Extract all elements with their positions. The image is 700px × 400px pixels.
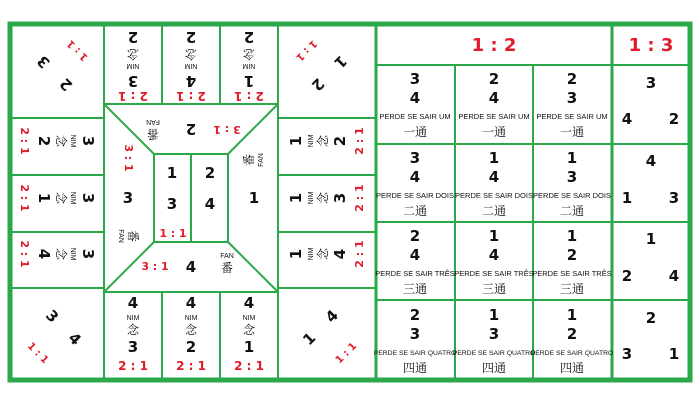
- side-cell-right-number: 1: [668, 345, 680, 363]
- board-lines: [10, 24, 690, 380]
- bottom-cell-ratio: 2 : 1: [176, 359, 206, 373]
- top-cell-top-number: 1: [243, 72, 255, 90]
- bet-cell-bottom-number: 2: [566, 325, 578, 343]
- bet-cell-top-number: 1: [566, 149, 578, 167]
- fan-label: FAN: [117, 229, 124, 243]
- bet-cell-chinese: 三通: [402, 282, 428, 296]
- bet-cell-bottom-number: 3: [409, 325, 421, 343]
- side-cell-left-number: 3: [621, 345, 633, 363]
- side-cell-left-number: 1: [621, 189, 633, 207]
- corner-ratio: 1 : 1: [24, 340, 51, 367]
- nim-char: 念: [126, 323, 140, 337]
- nim-char: 念: [316, 247, 330, 261]
- bet-cell[interactable]: [455, 149, 533, 218]
- center-square[interactable]: [159, 164, 215, 240]
- bet-row-2: [376, 149, 679, 218]
- side-cell[interactable]: [622, 230, 679, 285]
- bet-cell-top-number: 1: [488, 149, 500, 167]
- bottom-cell-top-number: 4: [127, 294, 139, 312]
- nim-label: NIM: [69, 247, 76, 261]
- trapezoid-number: 1: [248, 189, 260, 207]
- nim-char: 念: [316, 191, 330, 205]
- bet-cell-label: PERDE SE SAIR TRÊS: [454, 269, 534, 278]
- bet-cell-chinese: 一通: [402, 125, 428, 139]
- corner-first-number: 2: [307, 74, 328, 95]
- nim-char: 念: [54, 191, 68, 205]
- corner-first-number: 3: [41, 306, 63, 327]
- bet-cell[interactable]: [531, 306, 614, 375]
- nim-char: 念: [316, 134, 330, 148]
- side-cell[interactable]: [622, 152, 679, 207]
- trapezoid-ratio: 3 : 1: [141, 260, 169, 273]
- right-cell-first-number: 1: [287, 248, 305, 260]
- nim-label: NIM: [308, 191, 315, 205]
- bottom-cell-1[interactable]: [118, 294, 148, 373]
- nim-label: NIM: [126, 62, 140, 69]
- bet-cell[interactable]: [532, 227, 611, 296]
- bet-cell[interactable]: [458, 70, 529, 139]
- center-ratio: 1 : 1: [159, 227, 187, 240]
- bet-cell-label: PERDE SE SAIR DOIS: [455, 191, 533, 200]
- top-cell-1[interactable]: [118, 28, 148, 103]
- top-cell-bottom-number: 2: [243, 28, 255, 46]
- left-cell-ratio: 2 : 1: [18, 184, 31, 212]
- right-cell-first-number: 1: [287, 192, 305, 204]
- right-cell-ratio: 2 : 1: [353, 240, 366, 268]
- corner-ratio: 1 : 1: [65, 37, 91, 63]
- top-cell-top-number: 4: [185, 72, 197, 90]
- nim-label: NIM: [184, 315, 198, 322]
- bet-cell-top-number: 2: [409, 227, 421, 245]
- nim-label: NIM: [308, 247, 315, 261]
- corner-bottom-left[interactable]: [19, 306, 85, 372]
- trapezoid-bottom[interactable]: [141, 253, 234, 276]
- trapezoid-number: 4: [185, 258, 197, 276]
- right-cell-second-number: 4: [331, 248, 349, 260]
- bet-cell-top-number: 2: [488, 70, 500, 88]
- right-cell-first-number: 1: [287, 135, 305, 147]
- bet-cell-label: PERDE SE SAIR UM: [458, 112, 530, 121]
- bet-cell-bottom-number: 4: [409, 89, 421, 107]
- left-cell-2[interactable]: [18, 184, 97, 211]
- bet-cell-bottom-number: 3: [488, 325, 500, 343]
- nim-label: NIM: [69, 191, 76, 205]
- bet-cell[interactable]: [533, 149, 611, 218]
- bet-cell[interactable]: [375, 227, 454, 296]
- bet-cell-label: PERDE SE SAIR QUATRO: [530, 350, 614, 357]
- center-number-bottom-right: 4: [204, 195, 216, 213]
- bet-row-3: [375, 227, 679, 296]
- left-cell-1[interactable]: [18, 127, 97, 154]
- bet-cell-label: PERDE SE SAIR TRÊS: [532, 269, 612, 278]
- corner-bottom-right[interactable]: [299, 306, 365, 372]
- side-cell-top-number: 4: [645, 152, 657, 170]
- bet-cell[interactable]: [379, 70, 450, 139]
- right-cell-1[interactable]: [287, 127, 366, 154]
- right-cell-second-number: 2: [331, 135, 349, 147]
- bet-cell-top-number: 3: [409, 149, 421, 167]
- trapezoid-top[interactable]: [146, 118, 241, 142]
- left-cell-ratio: 2 : 1: [18, 127, 31, 155]
- top-cell-3[interactable]: [234, 28, 264, 103]
- bet-cell-bottom-number: 4: [488, 89, 500, 107]
- bet-cell-label: PERDE SE SAIR UM: [536, 112, 608, 121]
- corner-top-left[interactable]: [34, 31, 97, 94]
- bet-cell-top-number: 2: [566, 70, 578, 88]
- fan-label: FAN: [220, 253, 234, 260]
- bet-cell-top-number: 1: [566, 306, 578, 324]
- trapezoid-right[interactable]: [241, 153, 265, 207]
- bet-cell-chinese: 二通: [559, 204, 585, 218]
- bottom-cell-top-number: 4: [243, 294, 255, 312]
- trapezoid-number: 2: [185, 120, 197, 138]
- corner-second-number: 2: [56, 74, 77, 95]
- nim-char: 念: [242, 323, 256, 337]
- bet-cell-chinese: 四通: [559, 361, 585, 375]
- bottom-cell-bottom-number: 3: [127, 338, 139, 356]
- bet-cell-bottom-number: 4: [409, 246, 421, 264]
- top-cell-bottom-number: 2: [127, 28, 139, 46]
- bet-cell-chinese: 三通: [559, 282, 585, 296]
- side-cell[interactable]: [622, 74, 679, 128]
- side-cell-top-number: 2: [645, 309, 657, 327]
- left-cell-second-number: 2: [35, 135, 53, 147]
- side-cell-left-number: 4: [621, 110, 633, 128]
- fan-label: FAN: [258, 153, 265, 167]
- nim-label: NIM: [184, 62, 198, 69]
- bet-cell[interactable]: [376, 149, 454, 218]
- nim-label: NIM: [126, 315, 140, 322]
- bet-cell-bottom-number: 4: [409, 168, 421, 186]
- nim-label: NIM: [242, 62, 256, 69]
- center-number-bottom-left: 3: [166, 195, 178, 213]
- fan-label: FAN: [146, 118, 160, 125]
- bet-cell-top-number: 1: [488, 306, 500, 324]
- fan-char: 番: [220, 261, 234, 275]
- bottom-cell-3[interactable]: [234, 294, 264, 373]
- bottom-cell-2[interactable]: [176, 294, 206, 373]
- nim-label: NIM: [308, 134, 315, 148]
- fan-char: 番: [146, 127, 160, 141]
- bet-cell[interactable]: [374, 306, 457, 375]
- nim-char: 念: [54, 247, 68, 261]
- bet-cell-chinese: 三通: [481, 282, 507, 296]
- bet-cell-label: PERDE SE SAIR DOIS: [533, 191, 611, 200]
- bottom-cell-ratio: 2 : 1: [234, 359, 264, 373]
- corner-second-number: 4: [321, 306, 343, 327]
- bet-row-1: [379, 70, 679, 139]
- bet-cell-top-number: 3: [409, 70, 421, 88]
- corner-ratio: 1 : 1: [333, 340, 360, 367]
- trapezoid-left[interactable]: [117, 144, 141, 243]
- center-number-top-left: 1: [166, 164, 178, 182]
- bet-cell-label: PERDE SE SAIR QUATRO: [373, 350, 457, 357]
- nim-char: 念: [242, 47, 256, 61]
- bet-cell[interactable]: [453, 306, 536, 375]
- top-cell-top-number: 3: [127, 72, 139, 90]
- trapezoid-number: 3: [122, 189, 134, 207]
- bet-cell-top-number: 1: [566, 227, 578, 245]
- left-cell-ratio: 2 : 1: [18, 240, 31, 268]
- nim-char: 念: [184, 323, 198, 337]
- bet-cell-chinese: 一通: [559, 125, 585, 139]
- corner-second-number: 1: [330, 51, 351, 72]
- header-ratio-1-2: 1 : 2: [471, 35, 517, 56]
- nim-char: 念: [54, 134, 68, 148]
- nim-label: NIM: [69, 134, 76, 148]
- side-cell-left-number: 2: [621, 267, 633, 285]
- fan-char: 番: [242, 153, 256, 167]
- nim-label: NIM: [242, 315, 256, 322]
- bet-cell-top-number: 2: [409, 306, 421, 324]
- left-cell-second-number: 1: [35, 192, 53, 204]
- left-cell-second-number: 4: [35, 248, 53, 260]
- corner-second-number: 4: [64, 328, 85, 350]
- bet-cell-chinese: 二通: [402, 204, 428, 218]
- bet-cell-chinese: 二通: [481, 204, 507, 218]
- nim-char: 念: [184, 47, 198, 61]
- bet-cell[interactable]: [454, 227, 533, 296]
- center-number-top-right: 2: [204, 164, 216, 182]
- bet-cell-bottom-number: 2: [566, 246, 578, 264]
- side-cell[interactable]: [622, 309, 679, 363]
- bet-cell-chinese: 一通: [481, 125, 507, 139]
- bet-cell-label: PERDE SE SAIR TRÊS: [375, 269, 455, 278]
- header-ratio-1-3: 1 : 3: [628, 35, 674, 56]
- bet-cell-bottom-number: 3: [566, 89, 578, 107]
- left-cell-first-number: 3: [79, 248, 97, 260]
- left-cell-3[interactable]: [18, 240, 97, 267]
- bottom-cell-bottom-number: 2: [185, 338, 197, 356]
- bottom-cell-top-number: 4: [185, 294, 197, 312]
- right-cell-2[interactable]: [287, 184, 366, 211]
- corner-first-number: 3: [33, 51, 54, 72]
- bet-cell-label: PERDE SE SAIR QUATRO: [452, 350, 536, 357]
- bet-cell-top-number: 1: [488, 227, 500, 245]
- corner-first-number: 1: [299, 328, 320, 350]
- bottom-cell-ratio: 2 : 1: [118, 359, 148, 373]
- bet-row-4: [374, 306, 680, 375]
- bet-cell-bottom-number: 4: [488, 168, 500, 186]
- bottom-cell-bottom-number: 1: [243, 338, 255, 356]
- right-cell-second-number: 3: [331, 192, 349, 204]
- side-cell-right-number: 2: [668, 110, 680, 128]
- top-cell-ratio: 2 : 1: [176, 89, 206, 103]
- corner-top-right[interactable]: [287, 31, 350, 94]
- bet-cell-bottom-number: 3: [566, 168, 578, 186]
- top-cell-ratio: 2 : 1: [118, 89, 148, 103]
- bet-cell-bottom-number: 4: [488, 246, 500, 264]
- left-cell-first-number: 3: [79, 192, 97, 204]
- left-cell-first-number: 3: [79, 135, 97, 147]
- right-cell-ratio: 2 : 1: [353, 184, 366, 212]
- bet-cell-chinese: 四通: [481, 361, 507, 375]
- top-cell-2[interactable]: [176, 28, 206, 103]
- bet-cell[interactable]: [536, 70, 607, 139]
- trapezoid-ratio: 3 : 1: [122, 144, 135, 172]
- bet-cell-chinese: 四通: [402, 361, 428, 375]
- trapezoid-ratio: 3 : 1: [213, 123, 241, 136]
- top-cell-ratio: 2 : 1: [234, 89, 264, 103]
- side-cell-right-number: 4: [668, 267, 680, 285]
- fan-char: 番: [126, 229, 140, 243]
- side-cell-top-number: 1: [645, 230, 657, 248]
- nim-char: 念: [126, 47, 140, 61]
- top-cell-bottom-number: 2: [185, 28, 197, 46]
- bet-cell-label: PERDE SE SAIR DOIS: [376, 191, 454, 200]
- side-cell-right-number: 3: [668, 189, 680, 207]
- side-cell-top-number: 3: [645, 74, 657, 92]
- corner-ratio: 1 : 1: [293, 37, 319, 63]
- right-cell-3[interactable]: [287, 240, 366, 267]
- right-cell-ratio: 2 : 1: [353, 127, 366, 155]
- bet-cell-label: PERDE SE SAIR UM: [379, 112, 451, 121]
